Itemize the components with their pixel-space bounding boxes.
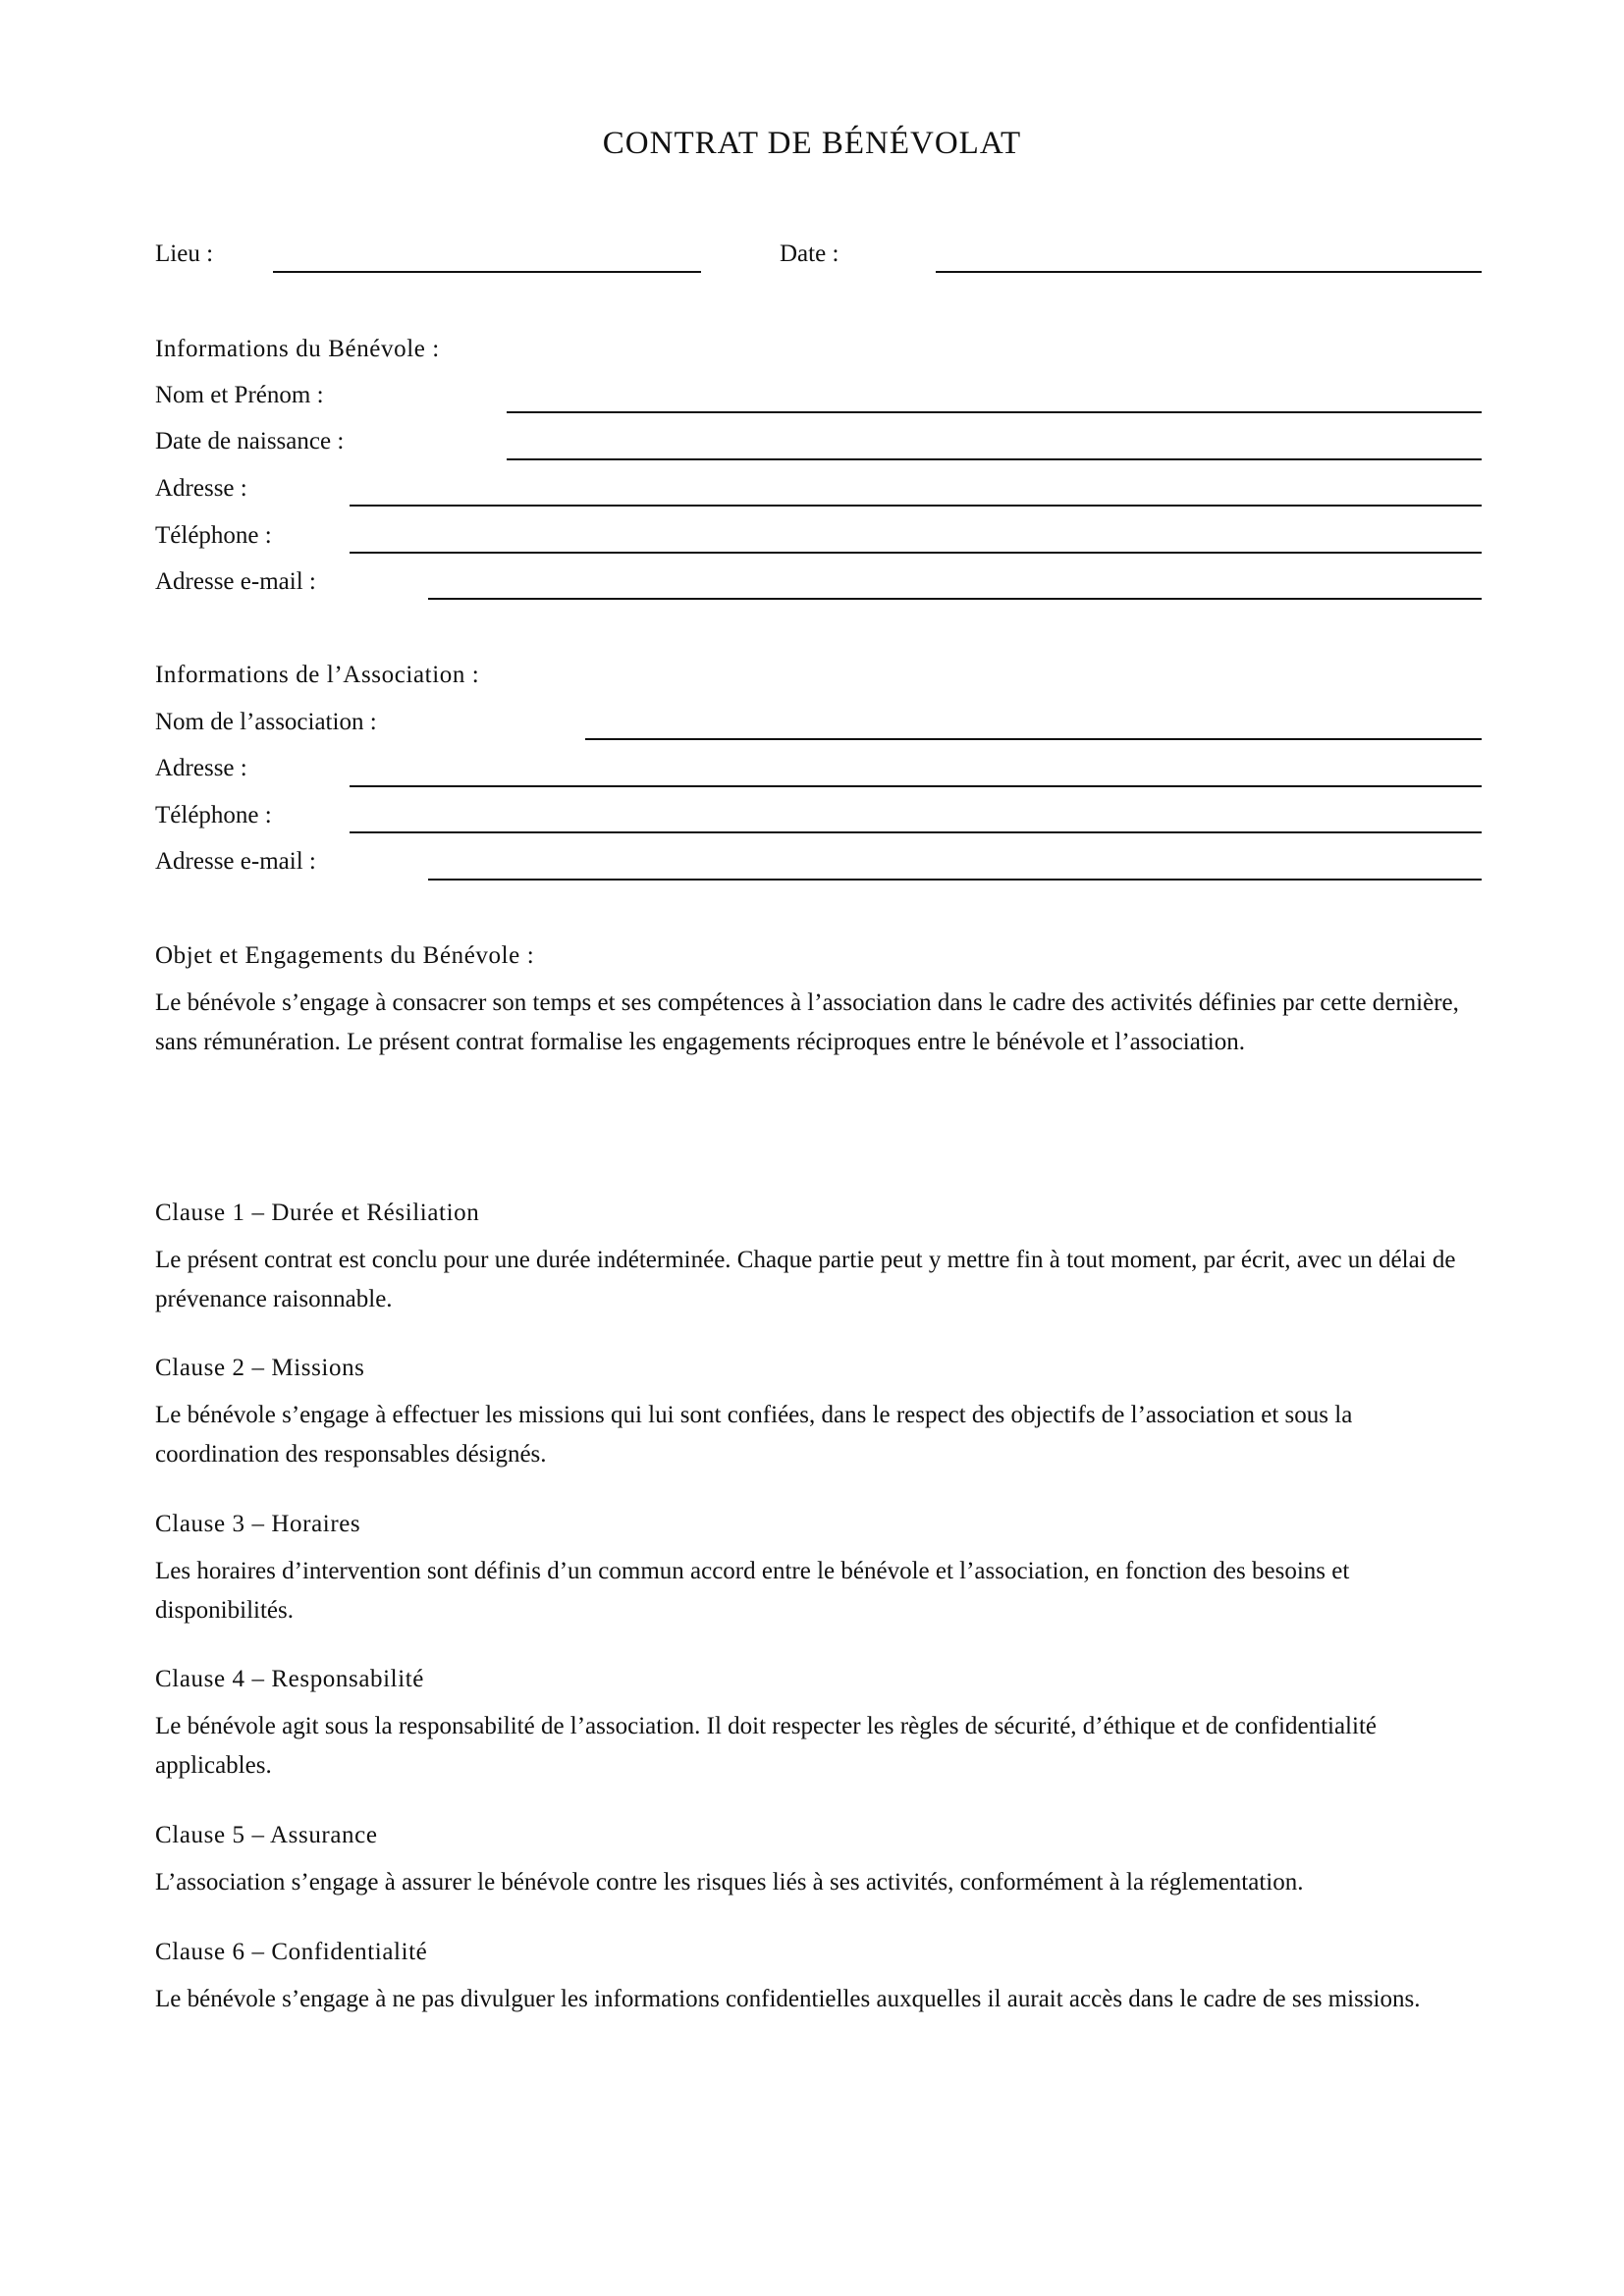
objet-heading: Objet et Engagements du Bénévole : (155, 942, 535, 969)
clause-2-text: Le bénévole s’engage à effectuer les missions qui lui sont confiées, dans le respect des objectifs de l’association et sous la coordination des responsables désignés. (155, 1402, 1353, 1468)
benevole-naissance-label: Date de naissance : (155, 428, 345, 454)
clause-2-heading: Clause 2 – Missions (155, 1355, 365, 1381)
lieu-field[interactable] (273, 271, 701, 273)
association-email-field[interactable] (428, 879, 1482, 881)
lieu-label: Lieu : (155, 240, 214, 267)
benevole-telephone-field[interactable] (350, 552, 1482, 554)
benevole-email-field[interactable] (428, 598, 1482, 600)
clause-4-text: Le bénévole agit sous la responsabilité de l’association. Il doit respecter les règles de sécurité, d’éthique et de confidentialité applicables. (155, 1713, 1377, 1779)
benevole-telephone-label: Téléphone : (155, 522, 272, 549)
benevole-naissance-field[interactable] (507, 458, 1482, 460)
objet-text: Le bénévole s’engage à consacrer son temps et ses compétences à l’association dans le cadre des activités définies par cette dernière, sans rémunération. Le présent contrat formalise les engagements réciproques entre le bénévole et l’association. (155, 989, 1459, 1055)
clause-1-heading: Clause 1 – Durée et Résiliation (155, 1200, 480, 1226)
clause-4-heading: Clause 4 – Responsabilité (155, 1666, 424, 1692)
benevole-heading: Informations du Bénévole : (155, 336, 440, 362)
association-nom-label: Nom de l’association : (155, 709, 377, 735)
clause-6-text: Le bénévole s’engage à ne pas divulguer les informations confidentielles auxquelles il aurait accès dans le cadre de ses missions. (155, 1986, 1421, 2012)
clause-3-heading: Clause 3 – Horaires (155, 1511, 361, 1537)
document-title: CONTRAT DE BÉNÉVOLAT (602, 126, 1022, 161)
association-nom-field[interactable] (585, 738, 1482, 740)
clause-1-text: Le présent contrat est conclu pour une durée indéterminée. Chaque partie peut y mettre fin à tout moment, par écrit, avec un délai de prévenance raisonnable. (155, 1247, 1456, 1312)
date-field[interactable] (936, 271, 1482, 273)
date-label: Date : (780, 240, 839, 267)
benevole-adresse-label: Adresse : (155, 475, 247, 502)
benevole-nom-field[interactable] (507, 411, 1482, 413)
association-adresse-field[interactable] (350, 785, 1482, 787)
association-adresse-label: Adresse : (155, 755, 247, 781)
association-heading: Informations de l’Association : (155, 662, 480, 688)
association-telephone-field[interactable] (350, 831, 1482, 833)
association-telephone-label: Téléphone : (155, 802, 272, 828)
clause-5-text: L’association s’engage à assurer le bénévole contre les risques liés à ses activités, conformément à la réglementation. (155, 1869, 1304, 1896)
benevole-adresse-field[interactable] (350, 505, 1482, 507)
clause-3-text: Les horaires d’intervention sont définis d’un commun accord entre le bénévole et l’association, en fonction des besoins et disponibilités. (155, 1558, 1350, 1624)
clause-5-heading: Clause 5 – Assurance (155, 1822, 378, 1848)
clause-6-heading: Clause 6 – Confidentialité (155, 1939, 428, 1965)
association-email-label: Adresse e-mail : (155, 848, 316, 875)
benevole-email-label: Adresse e-mail : (155, 568, 316, 595)
benevole-nom-label: Nom et Prénom : (155, 382, 324, 408)
